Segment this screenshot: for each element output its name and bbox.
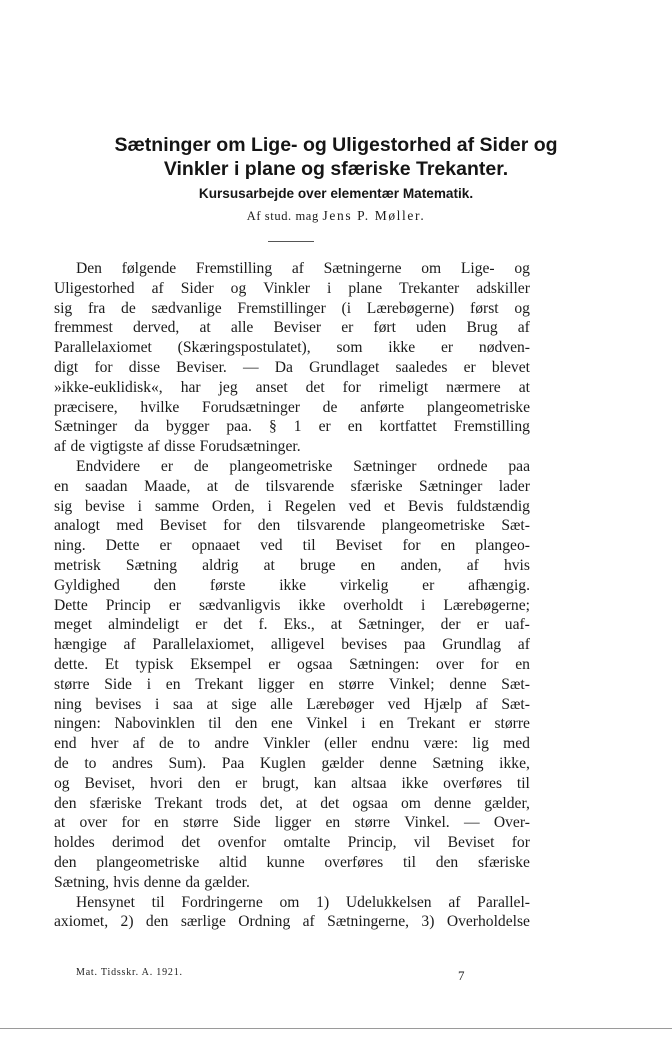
body-line: Gyldighed den første ikke virkelig er afhængig.	[54, 576, 530, 594]
body-line: en saadan Maade, at de tilsvarende sfæriske Sætninger lader	[54, 477, 530, 495]
author-name: Jens P. Møller.	[322, 208, 426, 223]
body-line: end hver af de to andre Vinkler (eller endnu være: lig med	[54, 735, 530, 753]
body-line: meget almindeligt er det f. Eks., at Sætninger, der er uaf-	[54, 616, 530, 634]
body-line: sig bevise i samme Orden, i Regelen ved et Bevis fuldstændig	[54, 497, 530, 515]
body-line: og Beviset, hvori den er brugt, kan altsaa ikke overføres til	[54, 774, 530, 792]
scan-edge-line	[0, 1028, 672, 1029]
body-line: præcisere, hvilke Forudsætninger de anførte plangeometriske	[54, 398, 530, 416]
body-line: ningen: Nabovinklen til den ene Vinkel i en Trekant er større	[54, 715, 530, 733]
body-line: holdes derimod det ovenfor omtalte Princip, vil Beviset for	[54, 834, 530, 852]
body-line: Hensynet til Fordringerne om 1) Udelukkelsen af Parallel-	[76, 893, 530, 911]
body-line: ning bevises i saa at sige alle Lærebøger ved Hjælp af Sæt-	[54, 695, 530, 713]
body-line: Uligestorhed af Sider og Vinkler i plane Trekanter adskiller	[54, 279, 530, 297]
article-title-line-1: Sætninger om Lige- og Uligestorhed af Sider og	[114, 134, 558, 156]
body-line: sig fra de sædvanlige Fremstillinger (i Lærebøgerne) først og	[54, 299, 530, 317]
body-line: Sætninger da bygger paa. § 1 er en kortfattet Fremstilling	[54, 418, 530, 436]
body-line: Den følgende Fremstilling af Sætningerne om Lige- og	[76, 260, 530, 277]
article-subtitle: Kursusarbejde over elementær Matematik.	[198, 186, 474, 201]
body-line: digt for disse Beviser. — Da Grundlaget saaledes er blevet	[54, 358, 530, 376]
body-line: axiomet, 2) den særlige Ordning af Sætningerne, 3) Overholdelse	[54, 913, 530, 931]
byline-prefix: Af stud. mag	[246, 209, 319, 223]
body-line: større Side i en Trekant ligger en større Vinkel; denne Sæt-	[54, 675, 530, 693]
body-line: metrisk Sætning aldrig at bruge en anden, af hvis	[54, 556, 530, 574]
title-divider	[268, 241, 314, 242]
body-line: analogt med Beviset for den tilsvarende plangeometriske Sæt-	[54, 517, 530, 535]
body-line: Parallelaxiomet (Skæringspostulatet), som ikke er nødven-	[54, 339, 530, 357]
body-line: hængige af Parallelaxiomet, alligevel bevises paa Grundlag af	[54, 636, 530, 654]
article-title-line-2: Vinkler i plane og sfæriske Trekanter.	[163, 158, 509, 180]
body-line: ning. Dette er opnaaet ved til Beviset for en plangeo-	[54, 537, 530, 555]
page-number: 7	[458, 968, 465, 983]
body-line: Dette Princip er sædvanligvis ikke overholdt i Lærebøgerne;	[54, 596, 530, 614]
article-body	[54, 259, 530, 932]
body-line: Sætning, hvis denne da gælder.	[54, 873, 250, 891]
body-line: at over for en større Side ligger en større Vinkel. — Over-	[54, 814, 530, 832]
body-line: af de vigtigste af disse Forudsætninger.	[54, 438, 301, 456]
body-line: de to andres Sum). Paa Kuglen gælder denne Sætning ikke,	[54, 754, 530, 772]
body-line: dette. Et typisk Eksempel er ogsaa Sætningen: over for en	[54, 655, 530, 673]
journal-footer: Mat. Tidsskr. A. 1921.	[76, 967, 183, 978]
body-line: »ikke-euklidisk«, har jeg anset det for rimeligt nærmere at	[54, 378, 530, 396]
body-line: Endvidere er de plangeometriske Sætninger ordnede paa	[76, 457, 530, 475]
body-line: den sfæriske Trekant trods det, at det ogsaa om denne gælder,	[54, 794, 530, 812]
author-byline	[40, 208, 632, 224]
body-line: fremmest derved, at alle Beviser er ført uden Brug af	[54, 319, 530, 337]
body-line: den plangeometriske altid kunne overføres til den sfæriske	[54, 853, 530, 871]
